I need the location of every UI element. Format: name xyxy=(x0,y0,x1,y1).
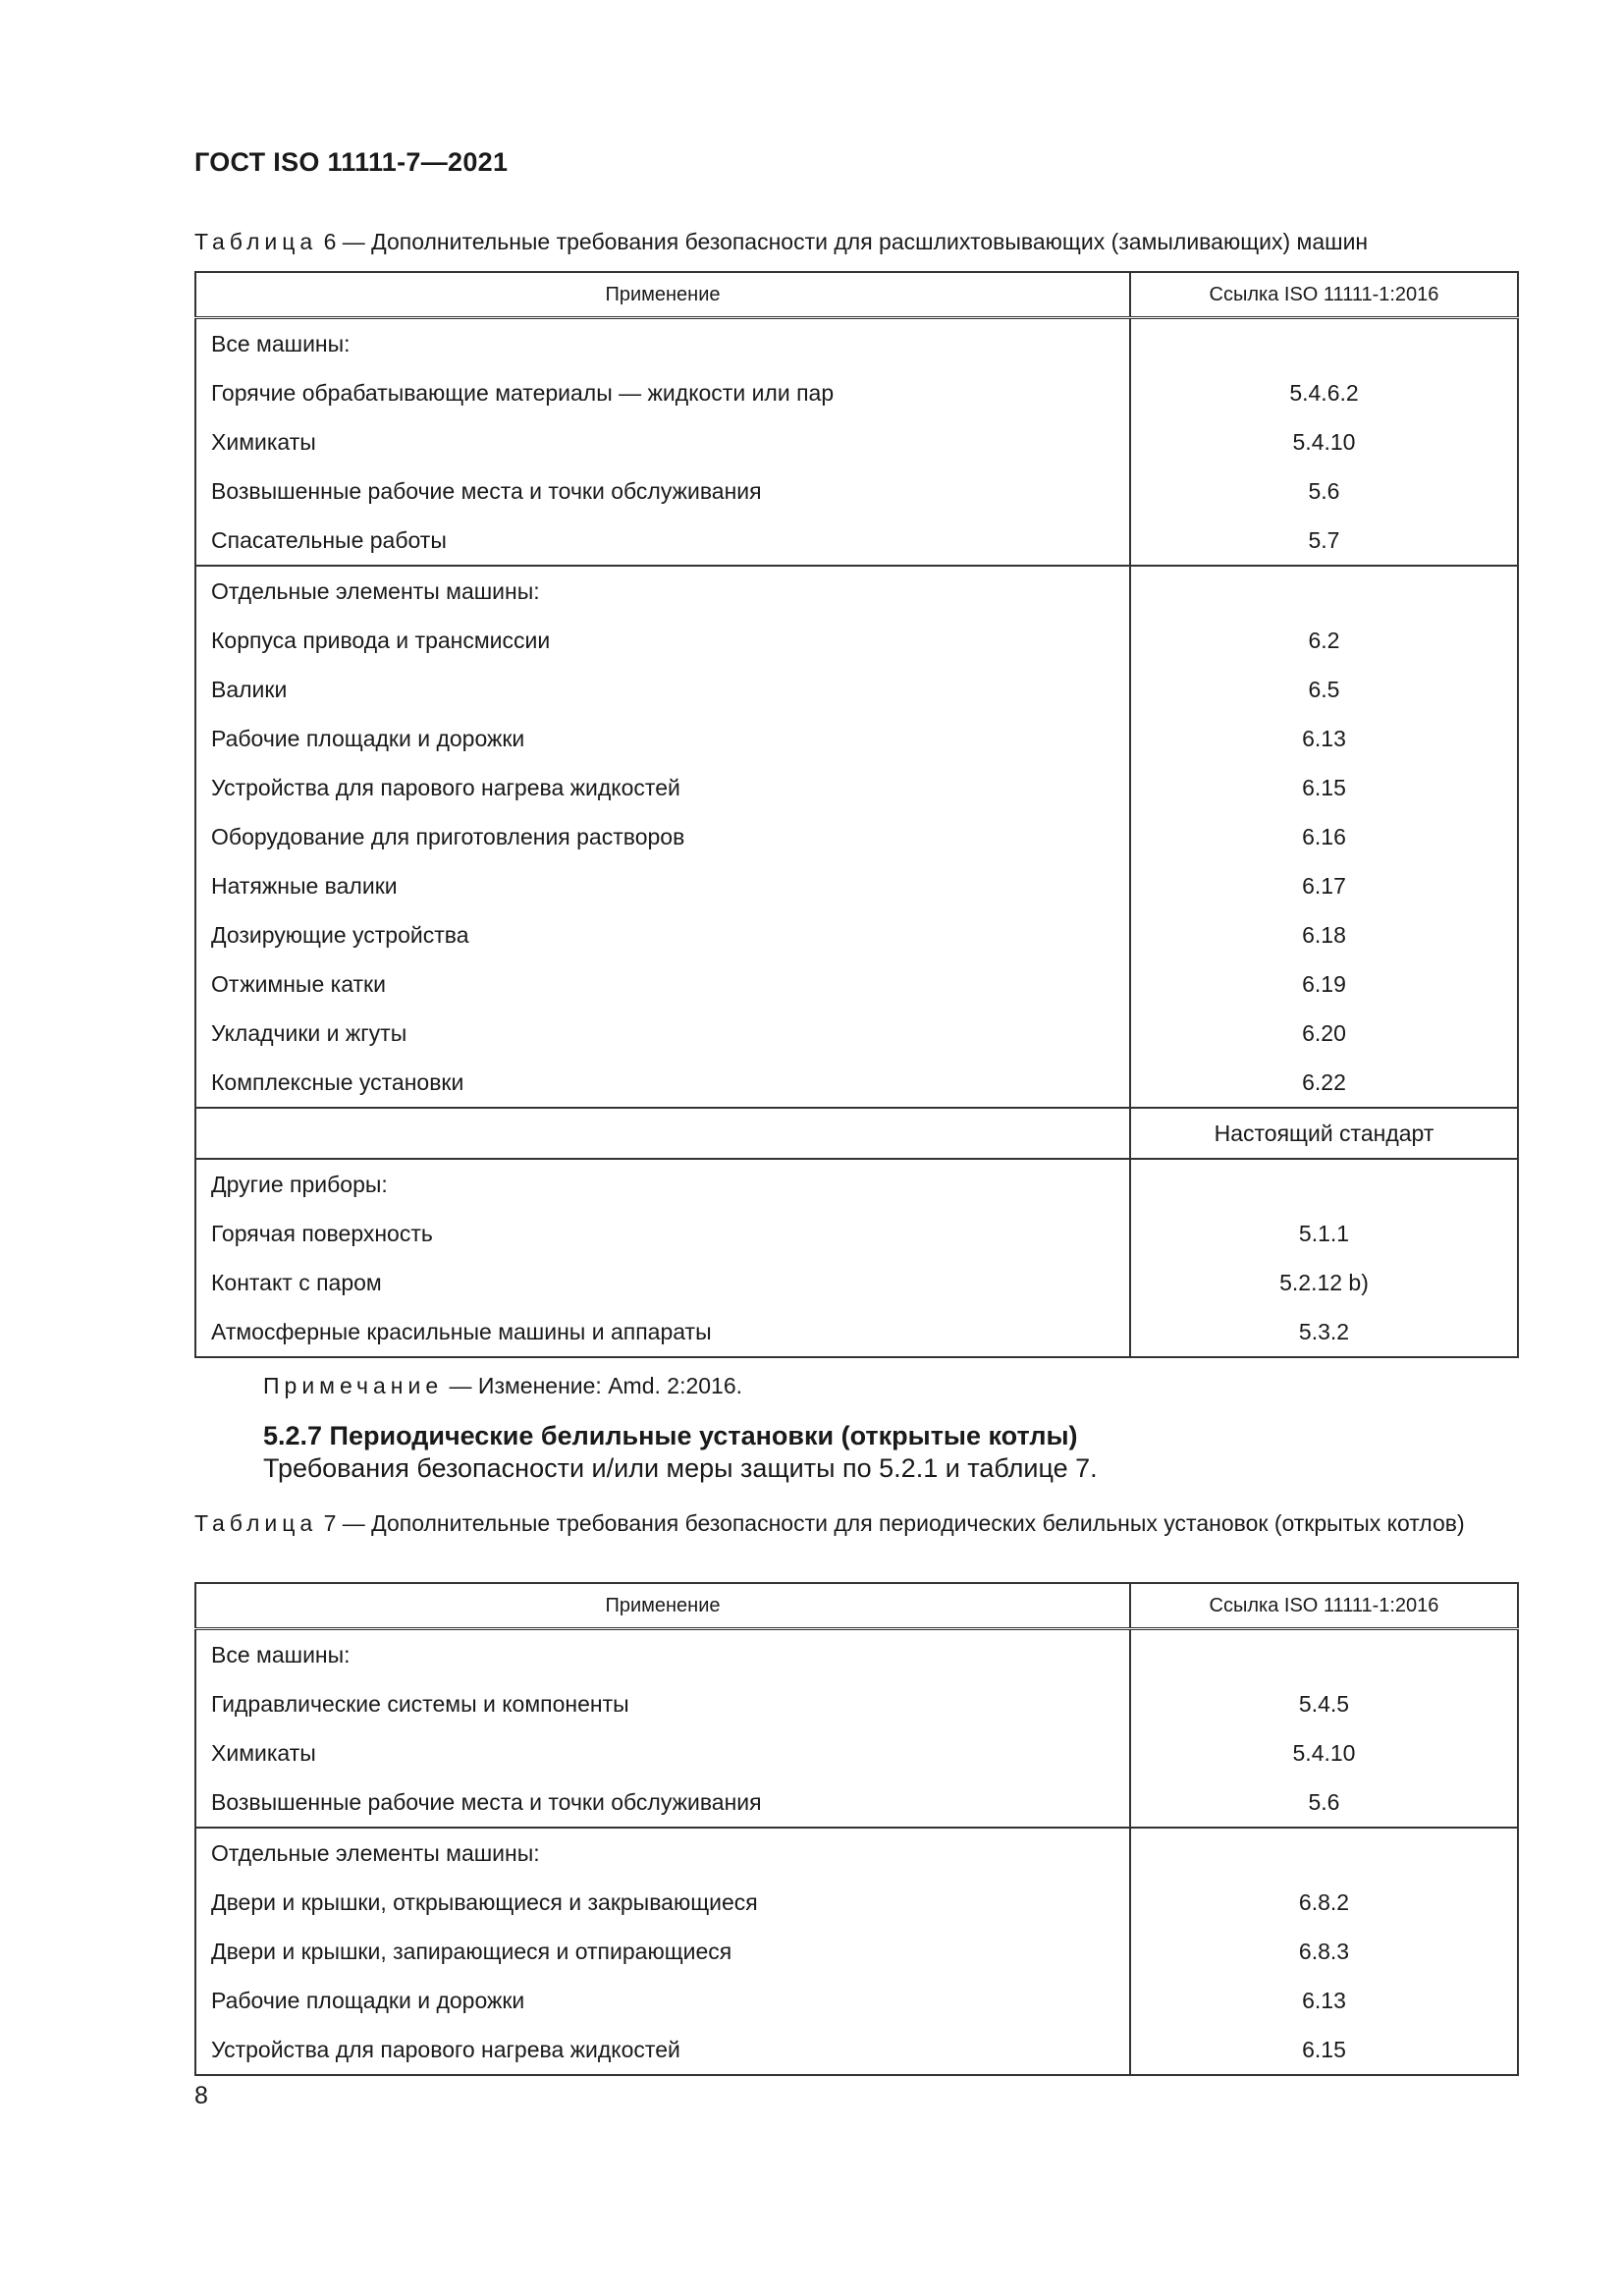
table-6-caption-text: 6 — Дополнительные требования безопасности для расшлихтовывающих (замыливающих) машин xyxy=(317,229,1369,254)
table-7-col-reference: Ссылка ISO 11111-1:2016 xyxy=(1130,1583,1518,1629)
application-cell: Возвышенные рабочие места и точки обслуживания xyxy=(195,466,1130,516)
reference-cell: 6.20 xyxy=(1130,1009,1518,1058)
reference-cell: 5.4.10 xyxy=(1130,1728,1518,1777)
reference-cell: 6.13 xyxy=(1130,1976,1518,2025)
table-row xyxy=(195,1927,1518,1976)
application-cell: Двери и крышки, запирающиеся и отпирающиеся xyxy=(195,1927,1130,1976)
application-cell: Натяжные валики xyxy=(195,861,1130,910)
table-7-caption-text: 7 — Дополнительные требования безопасности для периодических белильных установок (открытых котлов) xyxy=(317,1510,1465,1536)
table-row xyxy=(195,2025,1518,2075)
application-cell: Атмосферные красильные машины и аппараты xyxy=(195,1307,1130,1357)
table-6 xyxy=(194,271,1519,1358)
reference-cell: 5.4.5 xyxy=(1130,1679,1518,1728)
application-cell: Валики xyxy=(195,665,1130,714)
reference-cell: 5.3.2 xyxy=(1130,1307,1518,1357)
reference-cell: 6.15 xyxy=(1130,763,1518,812)
table-row xyxy=(195,1878,1518,1927)
application-cell: Рабочие площадки и дорожки xyxy=(195,714,1130,763)
table-7-caption xyxy=(194,1507,1520,1539)
application-cell: Другие приборы: xyxy=(195,1159,1130,1209)
table-6-col-application: Применение xyxy=(195,272,1130,318)
table-row xyxy=(195,417,1518,466)
table-row xyxy=(195,1159,1518,1209)
table-7 xyxy=(194,1582,1519,2076)
reference-cell xyxy=(1130,566,1518,616)
table-row xyxy=(195,616,1518,665)
document-header: ГОСТ ISO 11111-7—2021 xyxy=(194,147,509,177)
table-row xyxy=(195,959,1518,1009)
table-row xyxy=(195,1976,1518,2025)
reference-cell: 6.15 xyxy=(1130,2025,1518,2075)
table-row xyxy=(195,1108,1518,1159)
application-cell: Оборудование для приготовления растворов xyxy=(195,812,1130,861)
application-cell: Рабочие площадки и дорожки xyxy=(195,1976,1130,2025)
application-cell: Химикаты xyxy=(195,1728,1130,1777)
table-row xyxy=(195,566,1518,616)
application-cell: Горячая поверхность xyxy=(195,1209,1130,1258)
table-row xyxy=(195,516,1518,566)
application-cell: Устройства для парового нагрева жидкостей xyxy=(195,2025,1130,2075)
table-row xyxy=(195,861,1518,910)
application-cell: Все машины: xyxy=(195,318,1130,369)
reference-cell: 5.1.1 xyxy=(1130,1209,1518,1258)
reference-cell: 6.19 xyxy=(1130,959,1518,1009)
application-cell: Укладчики и жгуты xyxy=(195,1009,1130,1058)
table-row xyxy=(195,1629,1518,1680)
application-cell: Отжимные катки xyxy=(195,959,1130,1009)
reference-cell: 6.5 xyxy=(1130,665,1518,714)
table-row xyxy=(195,466,1518,516)
reference-cell: 6.8.2 xyxy=(1130,1878,1518,1927)
table-6-label: Таблица xyxy=(194,229,318,254)
reference-cell: 5.7 xyxy=(1130,516,1518,566)
application-cell: Корпуса привода и трансмиссии xyxy=(195,616,1130,665)
table-row xyxy=(195,318,1518,369)
application-cell: Контакт с паром xyxy=(195,1258,1130,1307)
reference-cell xyxy=(1130,1159,1518,1209)
table-7-label: Таблица xyxy=(194,1510,318,1536)
table-6-note xyxy=(263,1373,742,1399)
application-cell: Гидравлические системы и компоненты xyxy=(195,1679,1130,1728)
application-cell: Горячие обрабатывающие материалы — жидкости или пар xyxy=(195,368,1130,417)
section-text: Требования безопасности и/или меры защиты по 5.2.1 и таблице 7. xyxy=(263,1453,1098,1483)
table-row xyxy=(195,1009,1518,1058)
table-row xyxy=(195,910,1518,959)
application-cell: Спасательные работы xyxy=(195,516,1130,566)
table-7-col-application: Применение xyxy=(195,1583,1130,1629)
application-cell: Дозирующие устройства xyxy=(195,910,1130,959)
table-row xyxy=(195,1679,1518,1728)
application-cell: Комплексные установки xyxy=(195,1058,1130,1108)
application-cell xyxy=(195,1108,1130,1159)
application-cell: Отдельные элементы машины: xyxy=(195,566,1130,616)
reference-cell: 5.4.6.2 xyxy=(1130,368,1518,417)
application-cell: Возвышенные рабочие места и точки обслуживания xyxy=(195,1777,1130,1828)
table-6-col-reference: Ссылка ISO 11111-1:2016 xyxy=(1130,272,1518,318)
application-cell: Химикаты xyxy=(195,417,1130,466)
table-row xyxy=(195,1777,1518,1828)
table-row xyxy=(195,1209,1518,1258)
application-cell: Двери и крышки, открывающиеся и закрывающиеся xyxy=(195,1878,1130,1927)
reference-cell xyxy=(1130,1828,1518,1878)
reference-cell: 5.2.12 b) xyxy=(1130,1258,1518,1307)
table-row xyxy=(195,1258,1518,1307)
table-row xyxy=(195,1728,1518,1777)
reference-cell: 6.8.3 xyxy=(1130,1927,1518,1976)
table-6-caption xyxy=(194,226,1368,257)
table-7-body xyxy=(195,1629,1518,2076)
reference-cell: 6.13 xyxy=(1130,714,1518,763)
reference-cell: 6.2 xyxy=(1130,616,1518,665)
reference-cell: 5.6 xyxy=(1130,1777,1518,1828)
table-row xyxy=(195,763,1518,812)
table-row xyxy=(195,368,1518,417)
application-cell: Устройства для парового нагрева жидкостей xyxy=(195,763,1130,812)
reference-cell: 6.17 xyxy=(1130,861,1518,910)
application-cell: Отдельные элементы машины: xyxy=(195,1828,1130,1878)
note-label: Примечание xyxy=(263,1373,444,1398)
reference-cell: Настоящий стандарт xyxy=(1130,1108,1518,1159)
table-row xyxy=(195,1307,1518,1357)
table-6-body xyxy=(195,318,1518,1358)
reference-cell: 6.16 xyxy=(1130,812,1518,861)
table-row xyxy=(195,812,1518,861)
reference-cell: 5.6 xyxy=(1130,466,1518,516)
table-row xyxy=(195,1828,1518,1878)
section-title: 5.2.7 Периодические белильные установки (открытые котлы) xyxy=(263,1421,1078,1450)
table-row xyxy=(195,665,1518,714)
table-row xyxy=(195,1058,1518,1108)
reference-cell: 6.22 xyxy=(1130,1058,1518,1108)
reference-cell: 6.18 xyxy=(1130,910,1518,959)
application-cell: Все машины: xyxy=(195,1629,1130,1680)
reference-cell xyxy=(1130,1629,1518,1680)
table-row xyxy=(195,714,1518,763)
reference-cell xyxy=(1130,318,1518,369)
reference-cell: 5.4.10 xyxy=(1130,417,1518,466)
page-number: 8 xyxy=(194,2082,208,2109)
note-text: — Изменение: Amd. 2:2016. xyxy=(443,1373,743,1398)
